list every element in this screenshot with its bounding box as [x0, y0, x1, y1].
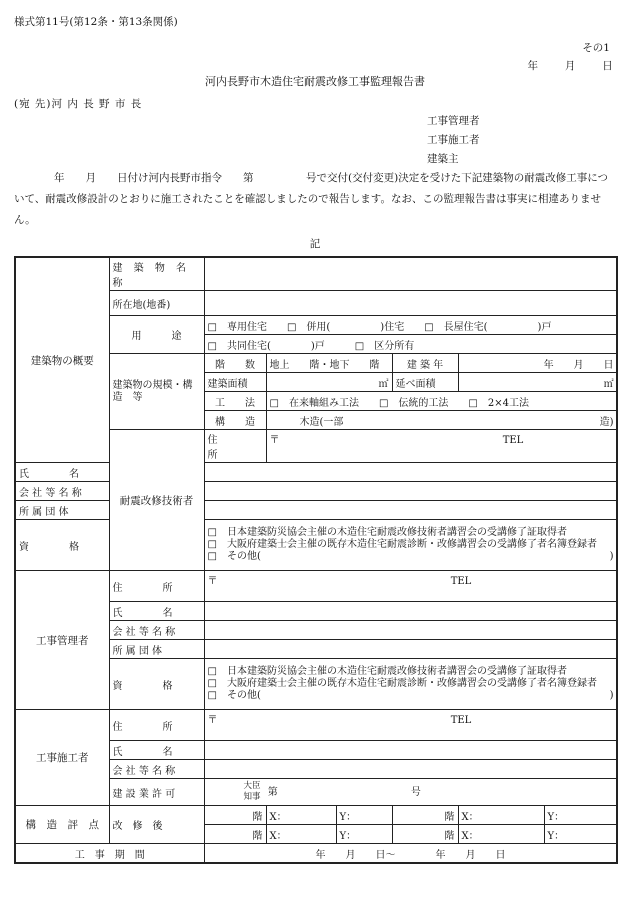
- document-title: 河内長野市木造住宅耐震改修工事監理報告書: [205, 75, 425, 88]
- report-date: [500, 58, 612, 73]
- manager-qual-2[interactable]: □ 大阪府建築士会主催の既存木造住宅耐震診断・改修講習会の受講修了者名簿登録者: [207, 678, 597, 689]
- building-name-field[interactable]: [204, 257, 617, 291]
- evaluation-section-label: 構 造 評 点: [15, 806, 109, 844]
- build-year-field[interactable]: 年 月 日: [458, 354, 617, 373]
- building-section-label: 建築物の概要: [15, 257, 109, 463]
- engineer-org-row: [15, 501, 617, 520]
- report-statement: 年 月 日付け河内長野市指令 第 号で交付(交付変更)決定を受けた下記建築物の耐震改修工事について、耐震改修設計のとおりに施工されたことを確認しましたので報告します。なお、この監理報告書は事実に相違ありません。: [14, 172, 608, 226]
- structure-end: 造): [599, 416, 614, 428]
- form-number: 様式第11号(第12条・第13条関係): [14, 16, 178, 28]
- manager-org-label: 所 属 団 体: [109, 640, 204, 659]
- manager-qual-3-end: ): [609, 690, 614, 701]
- structure-field[interactable]: [266, 411, 617, 430]
- date-day: 日: [602, 60, 613, 72]
- eval-y-2a[interactable]: Y：: [336, 825, 392, 844]
- contractor-company-label: 会 社 等 名 称: [109, 760, 204, 779]
- contractor-name-label: 氏 名: [109, 741, 204, 760]
- manager-qual-1[interactable]: □ 日本建築防災協会主催の木造住宅耐震改修技術者講習会の受講修了証取得者: [207, 666, 567, 677]
- contractor-tel-label: TEL: [450, 715, 472, 726]
- role-manager: 工事管理者: [427, 115, 480, 127]
- scale-label: 建築物の規模・構 造 等: [109, 354, 204, 430]
- contractor-address-label: 住 所: [109, 710, 204, 741]
- building-name-row: [15, 257, 617, 291]
- contractor-license-label: 建 設 業 許 可: [109, 779, 204, 806]
- engineer-qual-3-text: □ その他(: [207, 551, 261, 562]
- location-label: 所在地(地番): [109, 291, 204, 316]
- period-field[interactable]: 年 月 日～ 年 月 日: [204, 844, 617, 864]
- contractor-section-label: 工事施工者: [15, 710, 109, 806]
- engineer-company-row: [15, 482, 617, 501]
- period-label: 工 事 期 間: [15, 844, 204, 864]
- eval-y-1a[interactable]: Y：: [336, 806, 392, 825]
- license-no-prefix: 第: [267, 786, 278, 798]
- engineer-org-field[interactable]: [204, 501, 617, 520]
- manager-name-label: 氏 名: [109, 602, 204, 621]
- eval-floor-1b: 階: [392, 806, 458, 825]
- evaluation-row-1: [15, 806, 617, 825]
- area-label: 建築面積: [204, 373, 266, 392]
- building-name-label: 建 築 物 名 称: [109, 257, 204, 291]
- manager-address-label: 住 所: [109, 571, 204, 602]
- engineer-section-label: 耐震改修技術者: [109, 430, 204, 571]
- engineer-qual-2[interactable]: □ 大阪府建築士会主催の既存木造住宅耐震診断・改修講習会の受講修了者名簿登録者: [207, 539, 597, 550]
- engineer-qual-1[interactable]: □ 日本建築防災協会主催の木造住宅耐震改修技術者講習会の受講修了証取得者: [207, 527, 567, 538]
- license-authority: [244, 781, 261, 803]
- contractor-name-field[interactable]: [204, 741, 617, 760]
- evaluation-after-label: 改 修 後: [109, 806, 204, 844]
- manager-company-field[interactable]: [204, 621, 617, 640]
- location-field[interactable]: [204, 291, 617, 316]
- eval-floor-2b: 階: [392, 825, 458, 844]
- eval-x-1b[interactable]: X：: [458, 806, 544, 825]
- eval-x-2b[interactable]: X：: [458, 825, 544, 844]
- engineer-name-field[interactable]: [204, 463, 617, 482]
- method-options[interactable]: □ 在来軸組み工法 □ 伝統的工法 □ 2×4工法: [266, 392, 617, 411]
- engineer-address-label: 住 所: [204, 430, 266, 463]
- engineer-qual-row: [15, 520, 617, 571]
- role-contractor: 工事施工者: [427, 134, 480, 146]
- eval-x-2a[interactable]: X：: [266, 825, 336, 844]
- contractor-address-field[interactable]: [204, 710, 617, 741]
- engineer-address-field[interactable]: [266, 430, 617, 463]
- method-label: 工 法: [204, 392, 266, 411]
- manager-qual-options[interactable]: [204, 659, 617, 710]
- engineer-company-field[interactable]: [204, 482, 617, 501]
- eval-x-1a[interactable]: X：: [266, 806, 336, 825]
- use-options-1[interactable]: □ 専用住宅 □ 併用( )住宅 □ 長屋住宅( )戸: [204, 316, 617, 335]
- total-area-field[interactable]: ㎡: [458, 373, 617, 392]
- area-field[interactable]: ㎡: [266, 373, 392, 392]
- period-row: [15, 844, 617, 864]
- manager-qual-3-text: □ その他(: [207, 690, 261, 701]
- engineer-qual-3[interactable]: [208, 551, 614, 563]
- structure-value: 木造(一部: [299, 416, 344, 428]
- use-label: 用 途: [109, 316, 204, 354]
- engineer-org-label: 所 属 団 体: [15, 501, 109, 520]
- manager-address-field[interactable]: [204, 571, 617, 602]
- manager-postal-mark: 〒: [207, 576, 218, 587]
- engineer-qual-label: 資 格: [15, 520, 109, 571]
- engineer-qual-options[interactable]: [204, 520, 617, 571]
- role-owner: 建築主: [427, 153, 459, 165]
- engineer-company-label: 会 社 等 名 称: [15, 482, 109, 501]
- use-options-2[interactable]: □ 共同住宅( )戸 □ 区分所有: [204, 335, 617, 354]
- manager-company-label: 会 社 等 名 称: [109, 621, 204, 640]
- date-month: 月: [564, 60, 576, 72]
- engineer-postal-mark: 〒: [269, 435, 280, 446]
- manager-qual-3[interactable]: [208, 690, 614, 702]
- eval-y-2b[interactable]: Y：: [544, 825, 617, 844]
- floors-label: 階 数: [204, 354, 266, 373]
- eval-floor-1a: 階: [204, 806, 266, 825]
- manager-org-field[interactable]: [204, 640, 617, 659]
- manager-qual-label: 資 格: [109, 659, 204, 710]
- license-no-suffix: 号: [410, 786, 421, 798]
- manager-name-field[interactable]: [204, 602, 617, 621]
- report-table: [14, 256, 618, 864]
- engineer-name-row: [15, 463, 617, 482]
- page-marker: その1: [582, 42, 610, 54]
- date-year: 年: [527, 60, 538, 72]
- license-governor: 知事: [243, 792, 261, 802]
- build-year-label: 建 築 年: [392, 354, 458, 373]
- engineer-tel-label: TEL: [502, 435, 524, 446]
- addressee: (宛 先)河 内 長 野 市 長: [14, 98, 143, 110]
- manager-address-row: [15, 571, 617, 602]
- engineer-name-label: 氏 名: [15, 463, 109, 482]
- ki-marker: 記: [309, 238, 321, 250]
- contractor-company-field[interactable]: [204, 760, 617, 779]
- eval-floor-2a: 階: [204, 825, 266, 844]
- manager-section-label: 工事管理者: [15, 571, 109, 710]
- engineer-qual-3-end: ): [609, 551, 614, 562]
- contractor-postal-mark: 〒: [207, 715, 218, 726]
- eval-y-1b[interactable]: Y：: [544, 806, 617, 825]
- contractor-address-row: [15, 710, 617, 741]
- license-minister: 大臣: [243, 781, 261, 791]
- contractor-license-field[interactable]: [204, 779, 617, 806]
- floors-field[interactable]: 地上 階・地下 階: [266, 354, 392, 373]
- total-area-label: 延べ面積: [392, 373, 458, 392]
- structure-label: 構 造: [204, 411, 266, 430]
- reporter-roles: [427, 112, 480, 169]
- manager-tel-label: TEL: [450, 576, 472, 587]
